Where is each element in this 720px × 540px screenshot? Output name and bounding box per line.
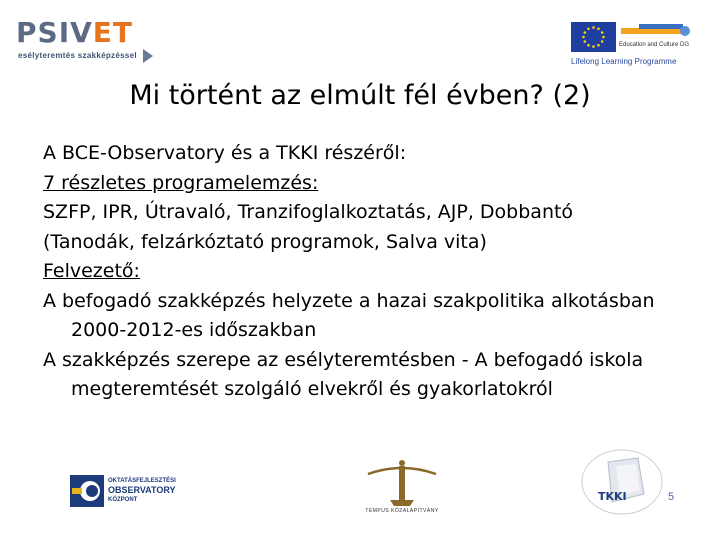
eu-flag-icon xyxy=(571,22,616,52)
svg-text:TKKI: TKKI xyxy=(598,490,627,503)
body-line: (Tanodák, felzárkóztató programok, Salva vita) xyxy=(43,230,487,253)
body-line: SZFP, IPR, Útravaló, Tranzifoglalkoztatás, AJP, Dobbantó xyxy=(43,201,574,223)
slide-title: Mi történt az elmúlt fél évben? (2) xyxy=(129,80,591,111)
psivet-logo xyxy=(16,18,156,64)
observatory-emblem-icon xyxy=(70,475,104,509)
tkki-logo xyxy=(578,444,666,516)
body-line: A BCE-Observatory és a TKKI részéről: xyxy=(43,142,407,164)
tempus-emblem-icon xyxy=(362,458,442,508)
tkki-emblem-icon xyxy=(578,444,666,516)
llp-swoosh-icon xyxy=(619,22,691,40)
body-line: 7 részletes programelemzés: xyxy=(43,171,319,194)
body-line: A befogadó szakképzés helyzete a hazai szakpolitika alkotásban 2000-2012-es időszakban xyxy=(43,289,655,341)
llp-name: Lifelong Learning Programme xyxy=(571,57,677,66)
observatory-logo xyxy=(70,474,180,510)
observatory-line1: OKTATÁSFEJLESZTÉSI xyxy=(108,478,176,484)
page-number: 5 xyxy=(668,491,675,503)
observatory-line3: KÖZPONT xyxy=(108,497,138,503)
llp-subtitle: Education and Culture DG xyxy=(619,42,690,48)
psivet-arrow-icon xyxy=(143,49,153,63)
observatory-line2: OBSERVATORY xyxy=(108,485,176,495)
psivet-wordmark: PSIVET xyxy=(16,16,134,49)
psivet-tagline: esélyteremtés szakképzéssel xyxy=(18,51,137,60)
body-line: A szakképzés szerepe az esélyteremtésben - A befogadó iskola megteremtését szolgáló elvekről és gyakorlatokról xyxy=(43,348,644,400)
slide-body xyxy=(43,139,693,405)
llp-logo xyxy=(571,20,691,72)
tempus-logo xyxy=(362,458,442,518)
tempus-name: TEMPUS KÖZALAPÍTVÁNY xyxy=(365,508,439,514)
body-line: Felvezető: xyxy=(43,260,140,282)
